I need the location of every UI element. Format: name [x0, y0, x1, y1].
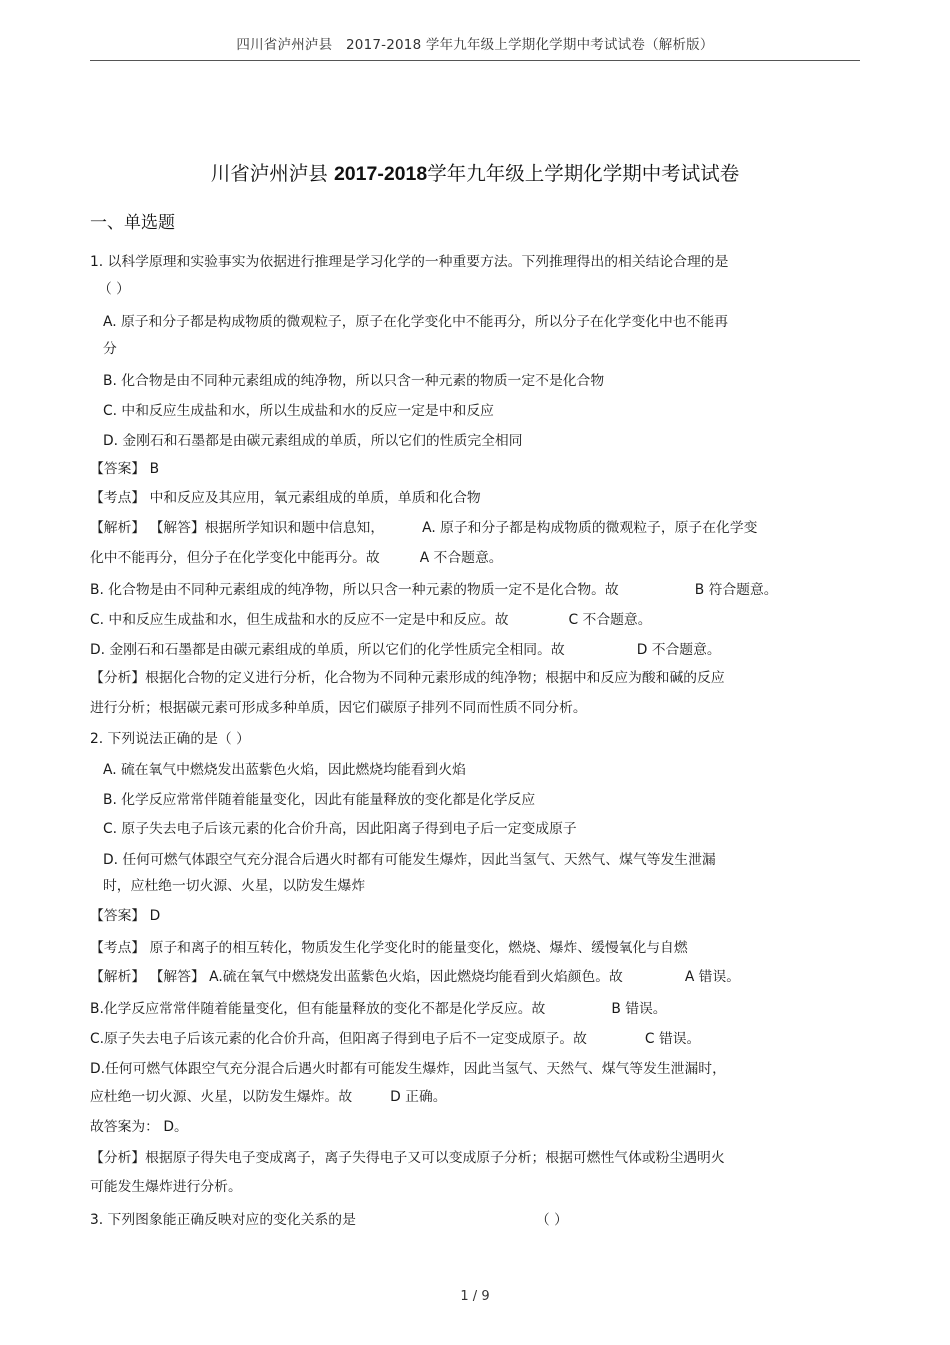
q1-stem-line2: （ ） — [98, 281, 130, 297]
q1-jiexi-d-text: D. 金刚石和石墨都是由碳元素组成的单质，所以它们的化学性质完全相同。故 — [90, 642, 565, 658]
q1-jiexi-c — [90, 610, 652, 630]
q1-jiexi-b — [90, 580, 778, 600]
q2-jiexi-c — [90, 1029, 700, 1049]
q2-jiexi-a-text: 【解析】 【解答】 A.硫在氧气中燃烧发出蓝紫色火焰，因此燃烧均能看到火焰颜色。故 — [90, 969, 623, 985]
q2-jiexi-c-text: C.原子失去电子后该元素的化合价升高，但阳离子得到电子后不一定变成原子。故 — [90, 1031, 587, 1047]
header-divider — [90, 60, 860, 61]
q2-option-d-line2: 时，应杜绝一切火源、火星，以防发生爆炸 — [103, 878, 366, 894]
running-header: 四川省泸州泸县 2017-2018 学年九年级上学期化学期中考试试卷（解析版） — [236, 37, 714, 53]
q1-option-d: D. 金刚石和石墨都是由碳元素组成的单质，所以它们的性质完全相同 — [103, 433, 523, 449]
q2-option-b: B. 化学反应常常伴随着能量变化，因此有能量释放的变化都是化学反应 — [103, 792, 536, 808]
page-number: 1 / 9 — [460, 1289, 490, 1304]
q2-stem: 2. 下列说法正确的是（ ） — [90, 731, 250, 747]
q1-jiexi-line2-b: A 不合题意。 — [419, 550, 503, 566]
q1-jiexi-d — [90, 640, 721, 660]
q2-answer: 【答案】 D — [90, 908, 161, 924]
q2-kaodian: 【考点】 原子和离子的相互转化，物质发生化学变化时的能量变化，燃烧、爆炸、缓慢氧化与自燃 — [90, 940, 688, 956]
q2-option-c: C. 原子失去电子后该元素的化合价升高，因此阳离子得到电子后一定变成原子 — [103, 821, 577, 837]
q1-jiexi-line1 — [90, 518, 757, 538]
q1-stem-line1: 1. 以科学原理和实验事实为依据进行推理是学习化学的一种重要方法。下列推理得出的相关结论合理的是 — [90, 254, 729, 270]
q1-fenxi-line1: 【分析】根据化合物的定义进行分析，化合物为不同种元素形成的纯净物；根据中和反应为酸和碱的反应 — [90, 670, 725, 686]
document-title — [0, 158, 950, 186]
q2-final-answer: 故答案为： D。 — [90, 1119, 188, 1135]
q1-jiexi-b-verdict: B 符合题意。 — [694, 582, 778, 598]
q2-fenxi-line2: 可能发生爆炸进行分析。 — [90, 1179, 242, 1195]
q2-jiexi-a — [90, 967, 740, 987]
q1-fenxi-line2: 进行分析；根据碳元素可形成多种单质，因它们碳原子排列不同而性质不同分析。 — [90, 700, 587, 716]
q2-jiexi-d-verdict: D 正确。 — [390, 1089, 447, 1105]
title-prefix: 川省泸州泸县 — [210, 162, 334, 185]
q1-jiexi-c-text: C. 中和反应生成盐和水，但生成盐和水的反应不一定是中和反应。故 — [90, 612, 509, 628]
q1-option-a-line1: A. 原子和分子都是构成物质的微观粒子，原子在化学变化中不能再分，所以分子在化学变化中也不能再 — [103, 314, 729, 330]
q1-option-b: B. 化合物是由不同种元素组成的纯净物，所以只含一种元素的物质一定不是化合物 — [103, 373, 605, 389]
q2-jiexi-d-text: 应杜绝一切火源、火星，以防发生爆炸。故 — [90, 1089, 353, 1105]
q1-jiexi-line1-b: A. 原子和分子都是构成物质的微观粒子，原子在化学变 — [422, 520, 758, 536]
section-heading: 一、单选题 — [90, 213, 175, 233]
q1-kaodian: 【考点】 中和反应及其应用，氧元素组成的单质，单质和化合物 — [90, 490, 481, 506]
q2-option-d-line1: D. 任何可燃气体跟空气充分混合后遇火时都有可能发生爆炸，因此当氢气、天然气、煤气等发生泄漏 — [103, 852, 716, 868]
q3-stem — [90, 1210, 568, 1230]
q2-jiexi-b-verdict: B 错误。 — [611, 1001, 667, 1017]
q2-fenxi-line1: 【分析】根据原子得失电子变成离子，离子失得电子又可以变成原子分析；根据可燃性气体或粉尘遇明火 — [90, 1150, 725, 1166]
q2-option-a: A. 硫在氧气中燃烧发出蓝紫色火焰，因此燃烧均能看到火焰 — [103, 762, 466, 778]
q2-jiexi-d-line2 — [90, 1087, 447, 1107]
q1-jiexi-b-text: B. 化合物是由不同种元素组成的纯净物，所以只含一种元素的物质一定不是化合物。故 — [90, 582, 619, 598]
q3-stem-blank: （ ） — [535, 1212, 568, 1228]
q1-jiexi-line1-a: 【解析】 【解答】根据所学知识和题中信息知， — [90, 520, 385, 536]
q1-jiexi-line2 — [90, 548, 503, 568]
q2-jiexi-c-verdict: C 错误。 — [644, 1031, 701, 1047]
q2-jiexi-b — [90, 999, 667, 1019]
q1-jiexi-line2-a: 化中不能再分，但分子在化学变化中能再分。故 — [90, 550, 380, 566]
q2-jiexi-b-text: B.化学反应常常伴随着能量变化，但有能量释放的变化不都是化学反应。故 — [90, 1001, 546, 1017]
q3-stem-text: 3. 下列图象能正确反映对应的变化关系的是 — [90, 1212, 356, 1228]
q1-answer: 【答案】 B — [90, 461, 160, 477]
q1-option-c: C. 中和反应生成盐和水，所以生成盐和水的反应一定是中和反应 — [103, 403, 494, 419]
q2-jiexi-a-verdict: A 错误。 — [684, 969, 741, 985]
q1-option-a-line2: 分 — [103, 341, 117, 357]
q1-jiexi-d-verdict: D 不合题意。 — [636, 642, 721, 658]
q1-jiexi-c-verdict: C 不合题意。 — [568, 612, 652, 628]
q2-jiexi-d-line1: D.任何可燃气体跟空气充分混合后遇火时都有可能发生爆炸，因此当氢气、天然气、煤气等发生泄漏时， — [90, 1061, 726, 1077]
title-years: 2017-2018 — [333, 163, 428, 185]
title-suffix: 学年九年级上学期化学期中考试试卷 — [427, 162, 740, 185]
